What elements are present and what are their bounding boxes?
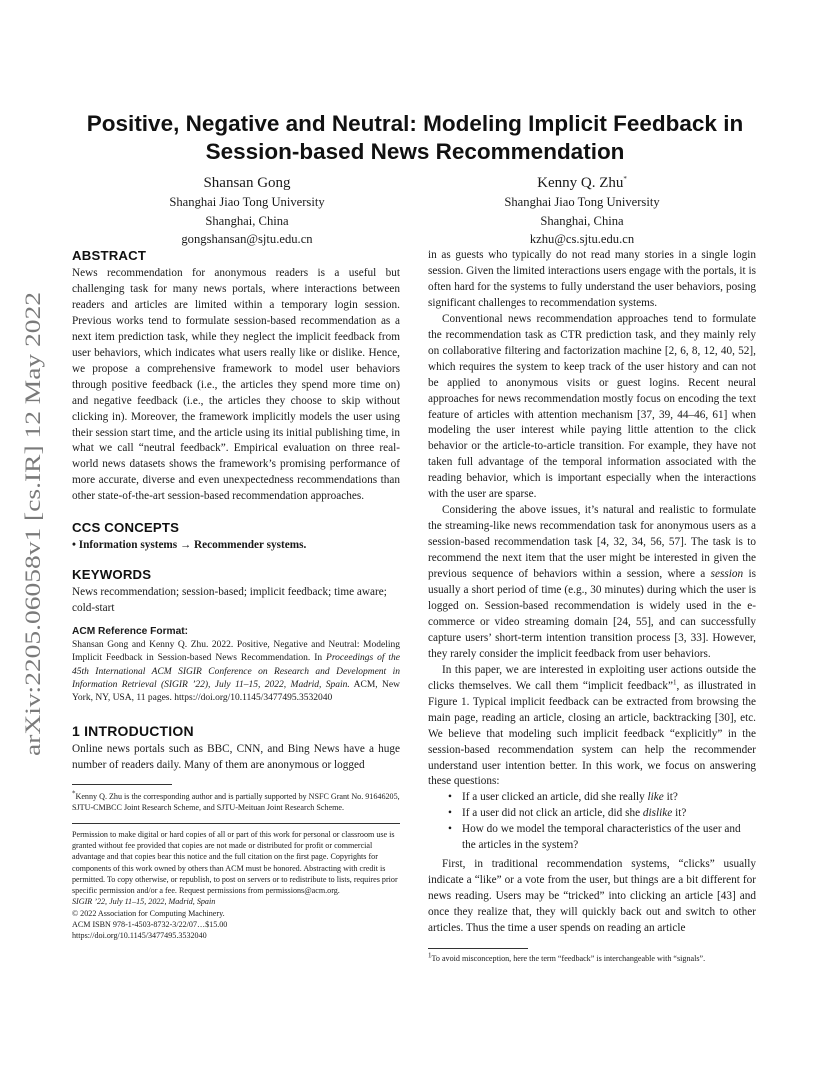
abstract-heading: ABSTRACT [72,248,147,263]
footnote-rule [428,948,528,949]
question-2-text-a: If a user did not click an article, did she [462,807,643,820]
footnote-1-text: To avoid misconception, here the term “feedback” is interchangeable with “signals”. [431,953,706,963]
author-footnote [72,791,400,814]
doi-line: https://doi.org/10.1145/3477495.3532040 [72,931,207,941]
question-1-text-b: it? [663,791,678,804]
session-based-text-1: Considering the above issues, it’s natural and realistic to formulate the streaming-like news recommendation task for anonymous users as a session-based recommendation task [4, 32, 34, 56, 57]. The task is to recommend the next item that the user might be interested in given the previous sequence of behaviors within a session, where a [428,504,756,581]
footnote-1 [428,953,756,964]
list-item [448,790,756,806]
author-affiliation: Shanghai Jiao Tong University [504,195,660,209]
isbn-line: ACM ISBN 978-1-4503-8732-3/22/07…$15.00 [72,920,228,930]
arxiv-identifier-stamp [10,284,50,764]
abstract-text: News recommendation for anonymous readers is a useful but challenging task for many news portals, where interactions between readers and articles are limited within a temporary login session. Previous works tend to formulate session-based recommendation as a next item prediction task, while they neglect the implicit feedback from user behaviors, which indicates what users really like or dislike. Hence, we propose a comprehensive framework to model user behaviors through positive feedback (i.e., the articles they spend more time on) and negative feedback (i.e., the articles they choose to skip without clicking in). Moreover, the framework implicitly models the user using their session start time, and the article using its initial publishing time, in what we call “neutral feedback”. Empirical evaluation on three real-world news datasets shows the framework’s promising performance of more accurate, diverse and even unexpectedness recommendations than other state-of-the-art session-based recommendation approaches. [72,267,400,503]
paragraph-session-based-task [428,503,756,663]
paper-title: Positive, Negative and Neutral: Modeling Implicit Feedback in Session-based News Recommendation [86,111,744,164]
copyright-line: © 2022 Association for Computing Machinery. [72,908,225,918]
footnote-rule [72,784,172,785]
acm-reference-publisher: ACM, New York, NY, USA, 11 pages. https://doi.org/10.1145/3477495.3532040 [72,679,400,703]
paragraph-clicks: First, in traditional recommendation systems, “clicks” usually indicate a “like” or a vote from the user, but things are a bit different for news reading. Users may be “tricked” into clicking an article [43] and once they realize that, they will quickly back out and switch to other articles. Thus the time a user spends on reading an article [428,858,756,935]
author-name [452,173,712,193]
question-1-emphasis: like [647,791,664,804]
keywords-heading: KEYWORDS [72,567,152,583]
list-item [448,806,756,822]
acm-reference-venue: Proceedings of the 45th International ACM SIGIR Conference on Research and Development in Information Retrieval (SIGIR ’22), July 11–15, 2022, Madrid, Spain. [72,653,400,690]
implicit-feedback-text-1: In this paper, we are interested in exploiting user actions outside the clicks themselves. We call them “implicit feedback” [428,663,756,692]
question-2-emphasis: dislike [642,807,673,820]
session-term: session [710,568,744,581]
acm-reference-authors: Shansan Gong and Kenny Q. Zhu. 2022. Positive, Negative and Neutral: Modeling Implicit Feedback in Session-based News Recommendation. In [72,640,400,664]
ccs-heading: CCS CONCEPTS [72,520,180,536]
footnote-mark-1: 1 [673,677,677,686]
corresponding-author-mark: * [623,175,627,183]
conference-venue: SIGIR ’22, July 11–15, 2022, Madrid, Spain [72,897,216,907]
permission-notice: Permission to make digital or hard copies of all or part of this work for personal or classroom use is granted without fee provided that copies are not made or distributed for profit or commercial advantage and that copies bear this notice and the full citation on the first page. Copyrights for components of this work owned by others than ACM must be honored. Abstracting with credit is permitted. To copy otherwise, or republish, to post on servers or to redistribute to lists, requires prior specific permission and/or a fee. Request permissions from permissions@acm.org. [72,829,398,896]
introduction-paragraph: Online news portals such as BBC, CNN, and Bing News have a huge number of readers daily. Many of them are anonymous or logged [72,743,400,772]
author-location: Shanghai, China [205,213,289,228]
acm-reference-heading: ACM Reference Format: [72,626,189,638]
footnote-1-mark: 1 [428,951,432,960]
author-location: Shanghai, China [540,213,624,228]
left-column [72,248,400,942]
question-1-text-a: If a user clicked an article, did she really [462,791,648,804]
author-name-text: Kenny Q. Zhu [537,175,624,191]
author-block-1 [117,173,377,249]
session-based-text-2: is usually a short period of time (e.g., 30 minutes) during which the user is logged on. Session-based recommendation is widely used in the e-commerce or video streaming domain [24, 55], and can successfully capture users’ short-term intention transition process [3, 33]. However, they rarely consider the implicit feedback from user behaviors. [428,568,756,660]
introduction-heading: 1 INTRODUCTION [72,723,194,740]
keywords-text: News recommendation; session-based; implicit feedback; time aware; cold-start [72,586,387,615]
author-block-2 [452,173,712,249]
author-email: gongshansan@sjtu.edu.cn [181,232,313,247]
acm-reference-text [72,639,400,705]
question-2-text-b: it? [672,807,687,820]
author-affiliation: Shanghai Jiao Tong University [169,195,325,209]
right-column [428,248,756,964]
author-footnote-mark: * [72,789,76,798]
paragraph-conventional-approaches: Conventional news recommendation approaches tend to formulate the recommendation task as CTR prediction task, and they mainly rely on collaborative filtering and factorization machine [2, 6, 8, 12, 40, 52], which requires the system to keep track of the user history and can not be applied to anonymous visits or guest logins. Recent neural approaches for news recommendation mostly focus on encoding the text feature of articles with attention mechanism [37, 39, 44–46, 61] when modeling the user interest while paying little attention to the click behavior or the article-to-article transition. For example, they have not taken full advantage of the temporal information associated with the reading behavior, which is important especially when the interactions with the user are sparse. [428,312,756,501]
author-name: Shansan Gong [203,175,291,191]
research-questions-list [428,790,756,854]
ccs-text: • Information systems → Recommender systems. [72,539,307,552]
author-email: kzhu@cs.sjtu.edu.cn [529,232,635,247]
permission-rule [72,823,400,824]
author-footnote-text: Kenny Q. Zhu is the corresponding author and is partially supported by NSFC Grant No. 91646205, SJTU-CMBCC Joint Research Scheme, and SJTU-Meituan Joint Research Scheme. [72,792,400,813]
paragraph-implicit-feedback [428,663,756,791]
arxiv-stamp-text: arXiv:2205.06058v1 [cs.IR] 12 May 2022 [20,376,45,756]
paragraph-login-session: in as guests who typically do not read many stories in a single login session. Given the limited interactions users engage with the portals, it is often hard for the systems to fully understand the user behaviors, posing significant challenges to recommendation systems. [428,249,756,309]
implicit-feedback-text-2: , as illustrated in Figure 1. Typical implicit feedback can be extracted from browsing the main page, reading an article, closing an article, backtracking [30], etc. We believe that modeling such implicit feedback “explicitly” in the session-based recommendation system can help the recommender understand user intention better. In this work, we focus on answering these questions: [428,679,756,788]
list-item: • How do we model the temporal characteristics of the user and the articles in the system? [448,822,756,854]
